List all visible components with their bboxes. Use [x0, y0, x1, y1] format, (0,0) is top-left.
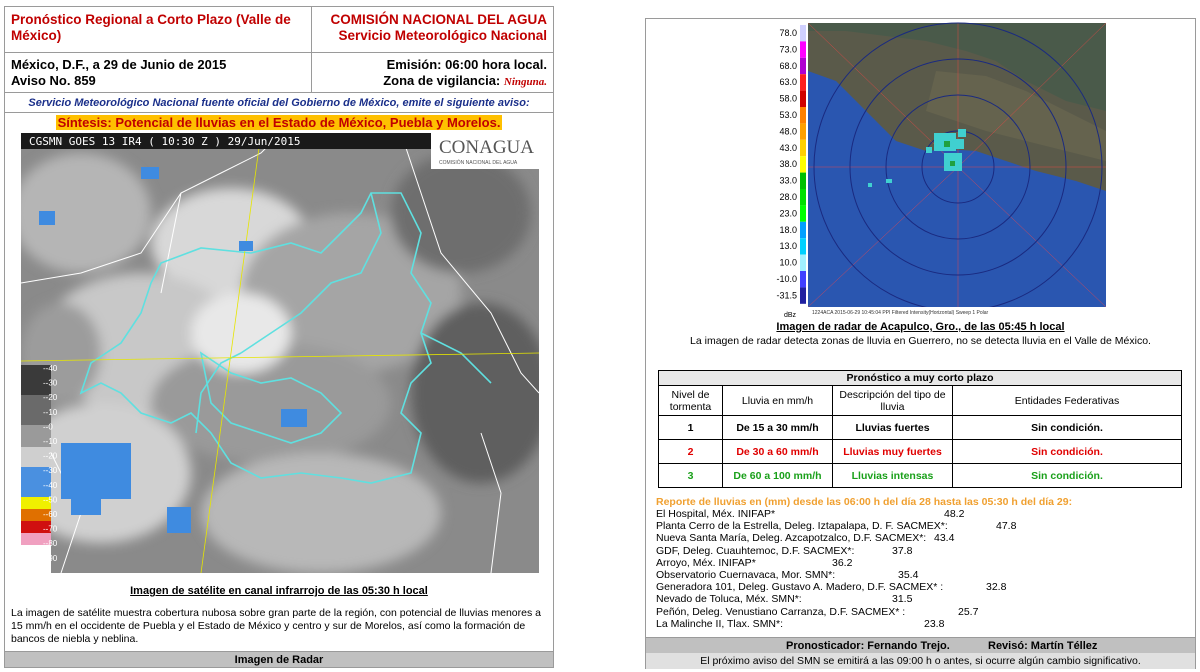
- satellite-header: CGSMN GOES 13 IR4 ( 10:30 Z ) 29/Jun/2015: [29, 135, 301, 148]
- station-name: Planta Cerro de la Estrella, Deleg. Iztapalapa, D. F. SACMEX*:: [656, 520, 948, 533]
- station-name: Observatorio Cuernavaca, Mor. SMN*:: [656, 568, 836, 581]
- row-entidades: Sin condición.: [953, 464, 1182, 488]
- dbz-swatch: [800, 107, 806, 123]
- dbz-swatch: [800, 173, 806, 189]
- emission-block: [312, 53, 553, 93]
- station-name: Nueva Santa María, Deleg. Azcapotzalco, D.F. SACMEX*:: [656, 532, 927, 545]
- rain-value: 25.7: [958, 605, 979, 618]
- scale-label: --30: [43, 378, 58, 388]
- date-aviso-block: [5, 53, 312, 93]
- dbz-unit: dBz: [784, 312, 797, 319]
- table-row: [659, 416, 1182, 440]
- dbz-swatch: [800, 41, 806, 57]
- agency-header: [312, 7, 553, 53]
- synthesis-banner: [5, 113, 553, 133]
- rain-value: 31.5: [892, 593, 913, 606]
- table-row: [659, 464, 1182, 488]
- header-descripcion: Descripción del tipo de lluvia: [833, 386, 953, 416]
- row-nivel: 2: [659, 440, 723, 464]
- rain-report-title: Reporte de lluvias en (mm) desde las 06:00 h del día 28 hasta las 05:30 h del día 29:: [656, 496, 1073, 508]
- forecast-table: [658, 370, 1182, 488]
- dbz-swatch: [800, 271, 806, 287]
- row-desc: Lluvias muy fuertes: [833, 440, 953, 464]
- station-name: La Malinche II, Tlax. SMN*:: [656, 617, 784, 630]
- dbz-label: 68.0: [779, 60, 797, 71]
- rain-report-item: [656, 520, 1076, 532]
- rain-value: 36.2: [832, 556, 853, 569]
- radar-image: [776, 21, 1108, 319]
- dbz-label: 53.0: [779, 110, 797, 120]
- dbz-swatch: [800, 238, 806, 254]
- row-entidades: Sin condición.: [953, 416, 1182, 440]
- dbz-label: 13.0: [779, 241, 797, 252]
- dbz-swatch: [800, 91, 806, 107]
- row-desc: Lluvias intensas: [833, 464, 953, 488]
- satellite-description: La imagen de satélite muestra cobertura nubosa sobre gran parte de la región, con potencial de lluvias menores a 15 mm/h en el occidente de Puebla y el Estado de México y centro y sur de Morelos, así como la formación de bancos de niebla y neblina.: [11, 607, 541, 645]
- radar-section-bar: Imagen de Radar: [5, 651, 553, 667]
- watch-zone-value: Ninguna.: [503, 76, 547, 88]
- header-entidades: Entidades Federativas: [953, 386, 1182, 416]
- rain-report-item: [656, 618, 1076, 630]
- satellite-map: [21, 133, 539, 573]
- dbz-swatch: [800, 140, 806, 156]
- dbz-label: 10.0: [779, 257, 797, 268]
- scale-label: --60: [43, 510, 58, 519]
- scale-label: --30: [43, 466, 58, 476]
- dbz-label: -10.0: [776, 274, 797, 284]
- rain-value: 48.2: [944, 508, 965, 520]
- rain-report-list: [656, 508, 1076, 630]
- row-nivel: 1: [659, 416, 723, 440]
- scale-label: --0: [43, 422, 53, 432]
- rain-value: 47.8: [996, 520, 1017, 533]
- dbz-swatch: [800, 189, 806, 205]
- rain-value: 43.4: [934, 532, 955, 545]
- rain-report-item: [656, 593, 1076, 605]
- rain-value: 37.8: [892, 544, 913, 557]
- left-bulletin-page: [4, 6, 554, 668]
- dbz-label: 43.0: [779, 142, 797, 153]
- dbz-swatch: [800, 58, 806, 74]
- reviewer-name: Revisó: Martín Téllez: [988, 640, 1098, 652]
- scale-label: --40: [43, 364, 58, 373]
- table-row: [659, 440, 1182, 464]
- satellite-image: [21, 133, 539, 573]
- issue-date: México, D.F., a 29 de Junio de 2015: [11, 57, 227, 72]
- row-lluvia: De 15 a 30 mm/h: [723, 416, 833, 440]
- dbz-label: 58.0: [779, 93, 797, 104]
- dbz-swatch: [800, 74, 806, 90]
- rain-value: 32.8: [986, 581, 1007, 594]
- dbz-label: 33.0: [779, 175, 797, 186]
- aviso-number: Aviso No. 859: [11, 73, 96, 88]
- forecast-table-title: Pronóstico a muy corto plazo: [659, 371, 1182, 386]
- forecaster-name: Pronosticador: Fernando Trejo.: [786, 640, 950, 652]
- dbz-swatch: [800, 222, 806, 238]
- row-nivel: 3: [659, 464, 723, 488]
- forecaster-bar: [646, 637, 1195, 653]
- dbz-swatch: [800, 123, 806, 139]
- service-name: Servicio Meteorológico Nacional: [338, 28, 547, 43]
- bulletin-title: Pronóstico Regional a Corto Plazo (Valle de México): [5, 7, 312, 53]
- row-desc: Lluvias fuertes: [833, 416, 953, 440]
- dbz-label: -31.5: [776, 290, 797, 301]
- dbz-label: 38.0: [779, 159, 797, 170]
- rain-report-item: [656, 532, 1076, 544]
- dbz-label: 18.0: [779, 224, 797, 235]
- rain-report-item: [656, 606, 1076, 618]
- dbz-swatch: [800, 156, 806, 172]
- station-name: El Hospital, Méx. INIFAP*: [656, 508, 776, 520]
- header-nivel: Nivel de tormenta: [659, 386, 723, 416]
- synthesis-text: Síntesis: Potencial de lluvias en el Estado de México, Puebla y Morelos.: [57, 115, 501, 130]
- dbz-label: 23.0: [779, 208, 797, 219]
- dbz-label: 48.0: [779, 126, 797, 137]
- watch-zone-label: Zona de vigilancia:: [383, 73, 501, 88]
- dbz-swatch: [800, 25, 806, 41]
- dbz-label: 28.0: [779, 192, 797, 202]
- watch-zone: [318, 73, 547, 90]
- conagua-logo: CONAGUA: [439, 137, 534, 158]
- scale-label: --80: [43, 539, 58, 549]
- dbz-swatch: [800, 287, 806, 303]
- row-lluvia: De 30 a 60 mm/h: [723, 440, 833, 464]
- rain-report-item: [656, 508, 1076, 520]
- station-name: Nevado de Toluca, Méx. SMN*:: [656, 593, 802, 606]
- rain-value: 23.8: [924, 617, 945, 630]
- scale-label: --90: [43, 553, 58, 563]
- station-name: Peñón, Deleg. Venustiano Carranza, D.F. SACMEX* :: [656, 605, 906, 618]
- conagua-sub: COMISIÓN NACIONAL DEL AGUA: [439, 160, 518, 166]
- station-name: Arroyo, Méx. INIFAP*: [656, 556, 756, 569]
- satellite-caption: Imagen de satélite en canal infrarrojo de las 05:30 h local: [130, 585, 428, 597]
- right-bulletin-page: [645, 18, 1196, 669]
- scale-label: --70: [43, 524, 58, 534]
- service-statement: Servicio Meteorológico Nacional fuente oficial del Gobierno de México, emite el siguiente aviso:: [5, 93, 553, 113]
- dbz-swatch: [800, 205, 806, 221]
- dbz-label: 63.0: [779, 77, 797, 88]
- rain-report-item: [656, 557, 1076, 569]
- dbz-label: 73.0: [779, 44, 797, 55]
- rain-value: 35.4: [898, 568, 919, 581]
- station-name: Generadora 101, Deleg. Gustavo A. Madero, D.F. SACMEX* :: [656, 581, 944, 594]
- next-notice: El próximo aviso del SMN se emitirá a las 09:00 h o antes, si ocurre algún cambio significativo.: [646, 653, 1195, 669]
- scale-label: --10: [43, 407, 58, 417]
- radar-caption: Imagen de radar de Acapulco, Gro., de las 05:45 h local: [776, 321, 1065, 333]
- emission-time: Emisión: 06:00 hora local.: [386, 57, 547, 72]
- header-lluvia: Lluvia en mm/h: [723, 386, 833, 416]
- station-name: GDF, Deleg. Cuauhtemoc, D.F. SACMEX*:: [656, 544, 855, 557]
- scale-label: --20: [43, 451, 58, 461]
- row-lluvia: De 60 a 100 mm/h: [723, 464, 833, 488]
- rain-report-item: [656, 545, 1076, 557]
- dbz-label: 78.0: [779, 28, 797, 38]
- radar-map: [776, 21, 1108, 319]
- rain-report-item: [656, 569, 1076, 581]
- scale-label: --20: [43, 393, 58, 403]
- radar-footer-text: 1224ACA 2015-06-29 10:45:04 PPI Filtered Intensity(Horizontal) Sweep 1 Polar: [812, 310, 989, 316]
- scale-label: --50: [43, 495, 58, 505]
- rain-report-item: [656, 581, 1076, 593]
- row-entidades: Sin condición.: [953, 440, 1182, 464]
- agency-name: COMISIÓN NACIONAL DEL AGUA: [330, 12, 547, 27]
- scale-label: --10: [43, 437, 58, 446]
- radar-description: La imagen de radar detecta zonas de lluvia en Guerrero, no se detecta lluvia en el Valle de México.: [690, 335, 1151, 347]
- dbz-swatch: [800, 255, 806, 271]
- scale-label: --40: [43, 480, 58, 490]
